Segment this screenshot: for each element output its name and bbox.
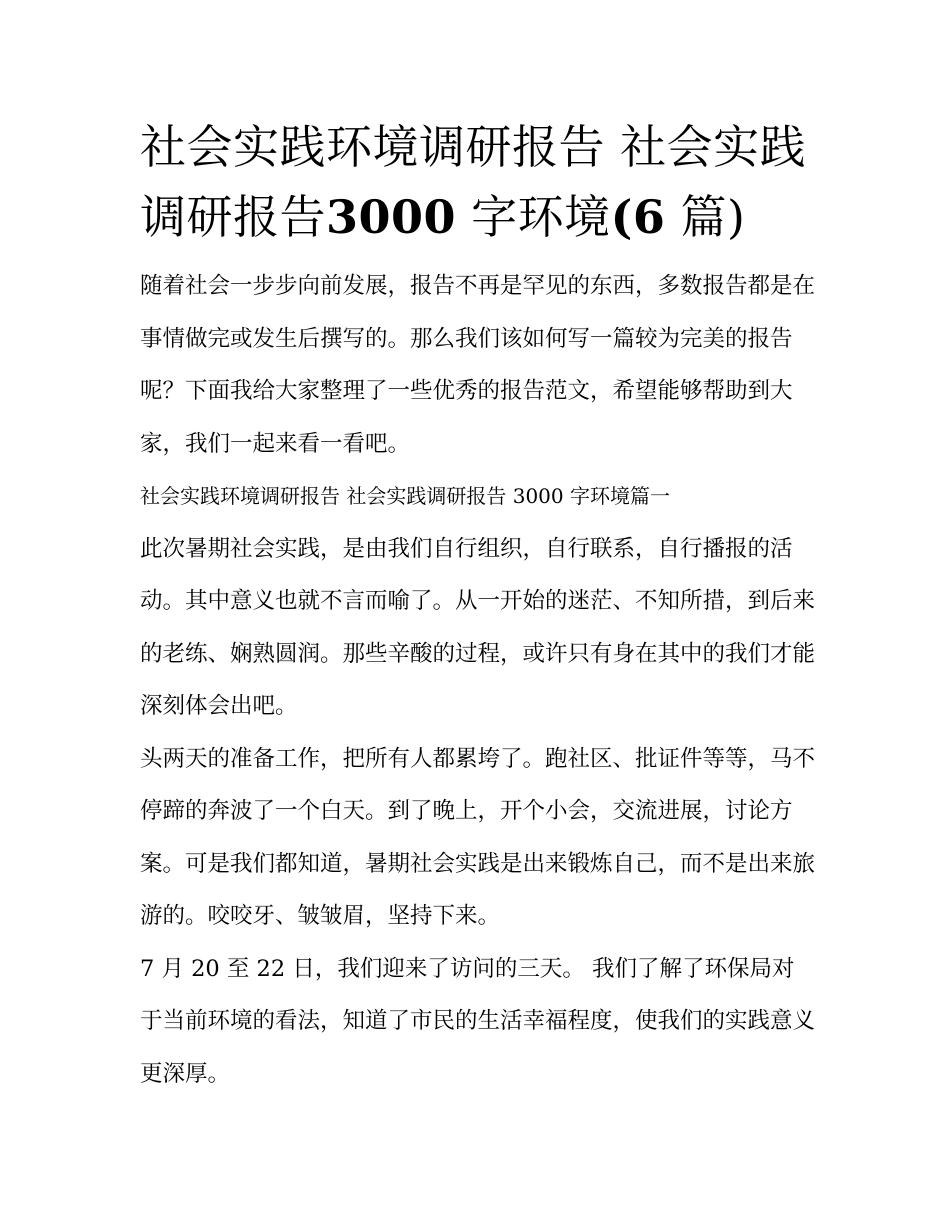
title-part: 社会实践环境调研报告 社会实践调研报告 bbox=[140, 120, 807, 244]
body-paragraph: 7 月 20 至 22 日，我们迎来了访问的三天。 我们了解了环保局对于当前环境的看法，知道了市民的生活幸福程度，使我们的实践意义更深厚。 bbox=[140, 955, 816, 1087]
title-part: 字环境 bbox=[456, 190, 611, 244]
title-part: 篇) bbox=[665, 190, 746, 244]
title-part: 3000 bbox=[326, 190, 457, 244]
document-page bbox=[140, 112, 815, 1100]
body-paragraph: 此次暑期社会实践，是由我们自行组织，自行联系，自行播报的活动。其中意义也就不言而喻了。从一开始的迷茫、不知所措，到后来的老练、娴熟圆润。那些辛酸的过程，或许只有身在其中的我们才能深刻体会出吧。 bbox=[140, 535, 816, 719]
section-heading: 社会实践环境调研报告 社会实践调研报告 3000 字环境篇一 bbox=[140, 484, 670, 508]
intro-paragraph: 随着社会一步步向前发展，报告不再是罕见的东西，多数报告都是在事情做完或发生后撰写的。那么我们该如何写一篇较为完美的报告呢？下面我给大家整理了一些优秀的报告范文，希望能够帮助到大家，我们一起来看一看吧。 bbox=[140, 273, 816, 457]
document-title bbox=[140, 112, 815, 252]
title-part: (6 bbox=[610, 190, 666, 244]
body-paragraph: 头两天的准备工作，把所有人都累垮了。跑社区、批证件等等，马不停蹄的奔波了一个白天。到了晚上，开个小会，交流进展，讨论方案。可是我们都知道，暑期社会实践是出来锻炼自己，而不是出来旅游的。咬咬牙、皱皱眉，坚持下来。 bbox=[140, 745, 816, 929]
